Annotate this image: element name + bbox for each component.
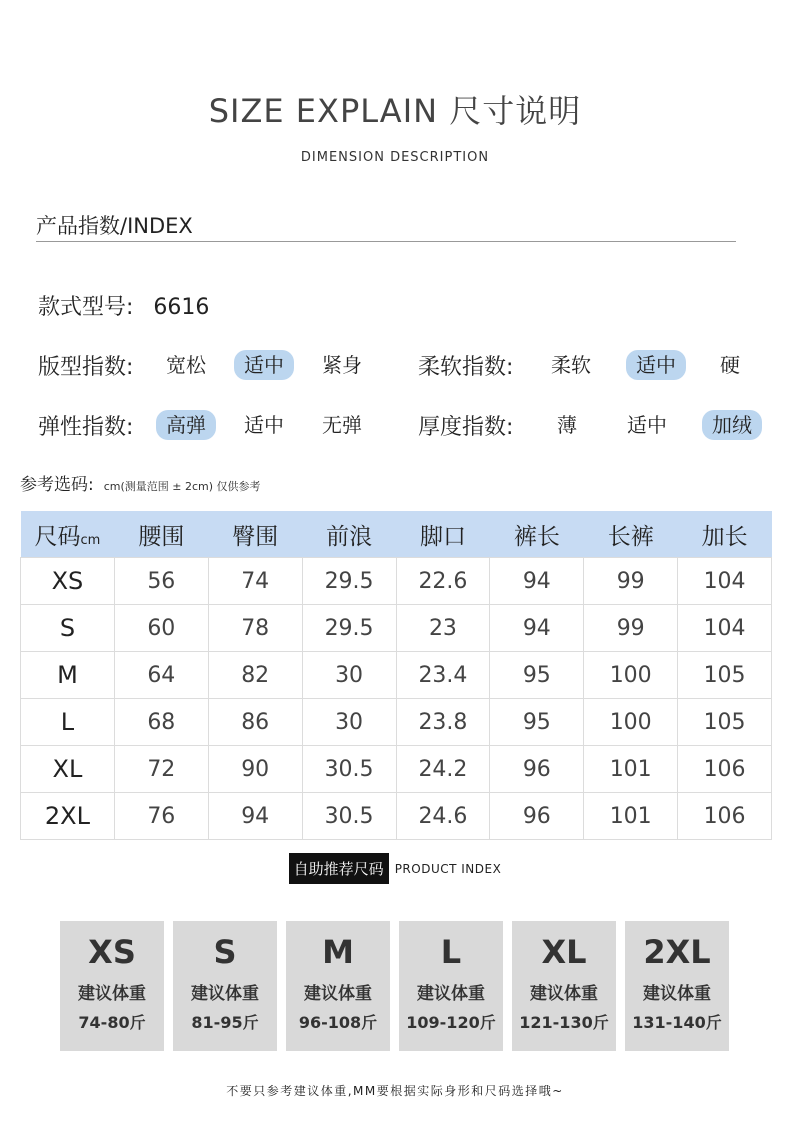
table-cell: 23.8 [396,699,490,746]
card-range: 74-80斤 [78,1013,146,1032]
header-cell: 腰围 [114,511,208,558]
reference-row [20,470,261,495]
table-row [21,652,772,699]
size-cell: XL [21,746,115,793]
table-cell: 101 [584,746,678,793]
table-cell: 82 [208,652,302,699]
card-label: 建议体重 [530,984,598,1004]
table-cell: 90 [208,746,302,793]
model-label: 款式型号: [38,295,134,320]
index-divider [36,241,736,242]
table-row [21,793,772,840]
table-cell: 104 [678,558,772,605]
table-cell: 74 [208,558,302,605]
header-unit: cm [80,532,101,548]
table-cell: 68 [114,699,208,746]
size-cell: S [21,605,115,652]
card-size: XL [541,933,587,971]
table-cell: 76 [114,793,208,840]
header-size-label: 尺码 [34,523,81,550]
model-row [38,290,209,321]
size-cell: M [21,652,115,699]
table-cell: 96 [490,793,584,840]
card-size: M [322,933,354,971]
table-cell: 64 [114,652,208,699]
size-table-header [21,511,772,558]
attr-label: 厚度指数: [418,415,514,440]
size-cell: XS [21,558,115,605]
table-row [21,699,772,746]
table-cell: 100 [584,652,678,699]
size-table [20,511,772,840]
attr-option-selected: 适中 [234,350,294,380]
size-card-xl [512,921,616,1051]
table-cell: 104 [678,605,772,652]
size-cell: L [21,699,115,746]
card-range: 81-95斤 [191,1013,259,1032]
attr-option: 无弹 [322,413,362,437]
size-card-s [173,921,277,1051]
table-cell: 30 [302,652,396,699]
table-cell: 106 [678,793,772,840]
attr-option: 硬 [720,353,740,377]
attr-label: 柔软指数: [418,355,514,380]
page-subtitle: DIMENSION DESCRIPTION [300,150,490,165]
size-card-2xl [625,921,729,1051]
table-cell: 22.6 [396,558,490,605]
table-row [21,558,772,605]
card-label: 建议体重 [417,984,485,1004]
card-range: 96-108斤 [298,1013,378,1032]
header-cell: 脚口 [396,511,490,558]
header-cell: 臀围 [208,511,302,558]
attr-option: 薄 [557,413,577,437]
card-range: 109-120斤 [406,1013,496,1032]
header-size [21,511,115,558]
attr-label: 弹性指数: [38,415,134,440]
table-cell: 105 [678,652,772,699]
recommend-label: PRODUCT INDEX [394,861,502,876]
size-cell: 2XL [21,793,115,840]
table-cell: 30.5 [302,793,396,840]
card-size: XS [88,933,136,971]
table-cell: 95 [490,652,584,699]
page-title: SIZE EXPLAIN 尺寸说明 [208,92,582,130]
card-label: 建议体重 [643,984,711,1004]
table-cell: 96 [490,746,584,793]
table-cell: 72 [114,746,208,793]
model-value: 6616 [153,295,210,320]
table-cell: 29.5 [302,558,396,605]
table-cell: 23 [396,605,490,652]
index-heading: 产品指数/INDEX [36,214,193,238]
table-row [21,746,772,793]
table-cell: 94 [490,558,584,605]
card-label: 建议体重 [304,984,372,1004]
table-cell: 105 [678,699,772,746]
header-cell: 裤长 [490,511,584,558]
table-cell: 60 [114,605,208,652]
attr-option: 适中 [244,413,284,437]
card-range: 131-140斤 [632,1013,722,1032]
table-cell: 99 [584,558,678,605]
table-cell: 78 [208,605,302,652]
table-cell: 99 [584,605,678,652]
table-row [21,605,772,652]
recommend-heading [0,853,790,884]
card-size: L [440,933,462,971]
card-range: 121-130斤 [519,1013,609,1032]
recommend-cards [60,921,730,1051]
table-cell: 101 [584,793,678,840]
attr-option: 紧身 [322,353,362,377]
attr-option: 柔软 [551,353,591,377]
card-label: 建议体重 [78,984,146,1004]
table-cell: 95 [490,699,584,746]
table-cell: 30.5 [302,746,396,793]
size-card-m [286,921,390,1051]
table-cell: 106 [678,746,772,793]
header-cell: 加长 [678,511,772,558]
card-size: S [213,933,237,971]
table-cell: 100 [584,699,678,746]
header-cell: 前浪 [302,511,396,558]
table-cell: 29.5 [302,605,396,652]
header-cell: 长裤 [584,511,678,558]
attr-label: 版型指数: [38,355,134,380]
attr-option-selected: 加绒 [702,410,762,440]
table-cell: 56 [114,558,208,605]
size-card-l [399,921,503,1051]
size-card-xs [60,921,164,1051]
table-cell: 24.2 [396,746,490,793]
footer-note: 不要只参考建议体重,MM要根据实际身形和尺码选择哦~ [226,1084,564,1098]
table-cell: 86 [208,699,302,746]
attr-option-selected: 适中 [626,350,686,380]
table-cell: 94 [208,793,302,840]
card-size: 2XL [643,933,711,971]
reference-note: cm(测量范围 ± 2cm) 仅供参考 [103,480,261,493]
table-cell: 23.4 [396,652,490,699]
attr-option: 宽松 [166,353,206,377]
reference-label: 参考选码: [20,475,94,495]
attr-option: 适中 [627,413,667,437]
table-cell: 30 [302,699,396,746]
attr-option-selected: 高弹 [156,410,216,440]
recommend-badge: 自助推荐尺码 [289,853,389,884]
table-cell: 24.6 [396,793,490,840]
card-label: 建议体重 [191,984,259,1004]
table-cell: 94 [490,605,584,652]
